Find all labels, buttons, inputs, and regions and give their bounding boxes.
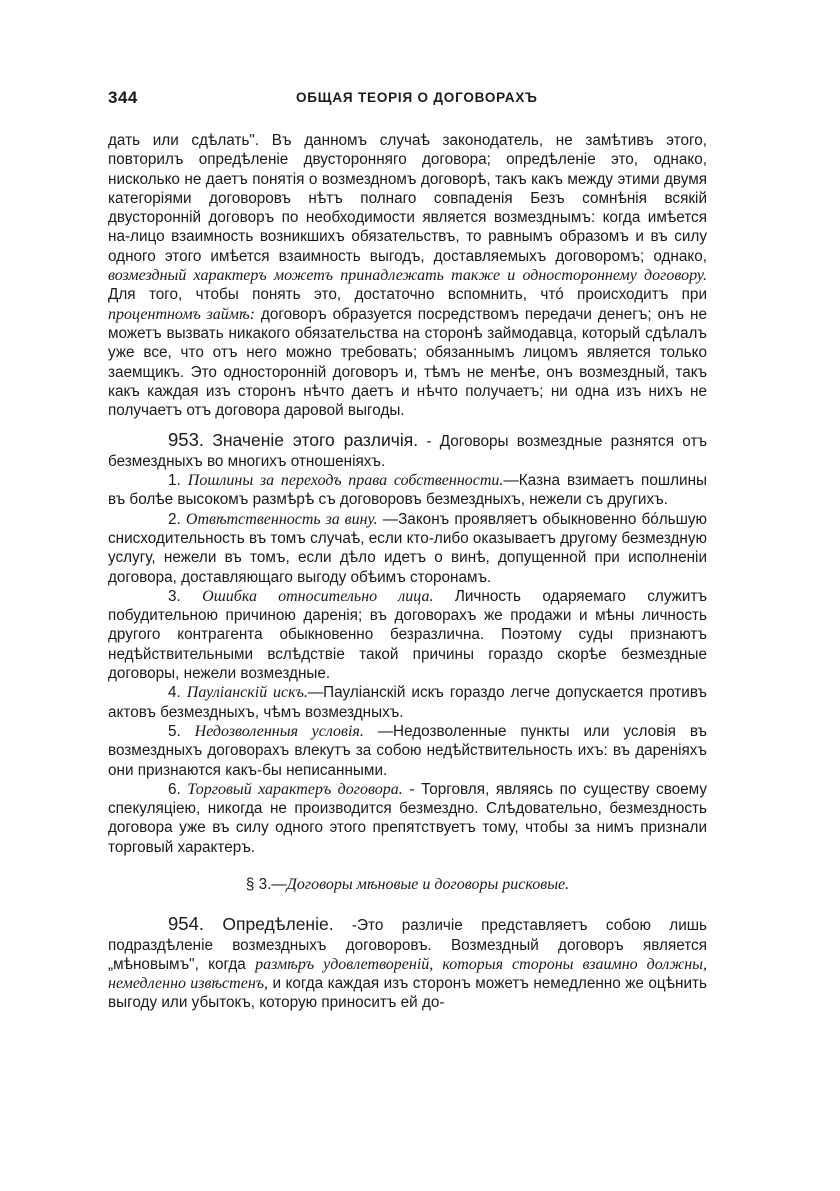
paragraph-continuation: дать или сдѣлать". Въ данномъ случаѣ законодатель, не замѣтивъ этого, повторилъ опредѣленіе двусторонняго договора; опредѣленіе это, однако, нисколько не даетъ понятія о возмездномъ договорѣ, такъ какъ между этими двумя категоріями договоровъ нѣтъ полнаго совпаденія Безъ сомнѣнія всякій двусторонній договоръ по необходимости является возмезднымъ: когда имѣется на-лицо взаимность возникшихъ обязательствъ, то равнымъ образомъ и въ силу одного этого имѣется взаимность выгодъ, доставляемыхъ договоромъ; однако, возмездный характеръ можетъ принадлежать также и одностороннему договору. Для того, чтобы понять это, достаточно вспомнить, что́ происходитъ при процентномъ займѣ: договоръ образуется посредствомъ передачи денегъ; онъ не можетъ вызвать никакого обязательства на сторонѣ займодавца, который сдѣлалъ уже все, что отъ него можно требовать; обязаннымъ лицомъ является только заемщикъ. Это односторонній договоръ и, тѣмъ не менѣе, онъ возмездный, такъ какъ каждая изъ сторонъ нѣчто даетъ и нѣчто получаетъ; ни одна изъ нихъ не получаетъ отъ договора даровой выгоды.: [108, 132, 707, 420]
list-item: 4. Пауліанскій искъ.—Пауліанскій искъ гораздо легче допускается противъ актовъ безмездныхъ, чѣмъ возмездныхъ.: [108, 684, 707, 721]
list-item: 5. Недозволенныя условія. —Недозволенные пункты или условія въ возмездныхъ договорахъ влекутъ за собою недѣйствительность ихъ: въ дареніяхъ они признаются какъ-бы неписанными.: [108, 722, 707, 779]
list-item: 2. Отвѣтственность за вину. —Законъ проявляетъ обыкновенно бо́льшую снисходительность въ томъ случаѣ, если кто-либо оказываетъ другому безмездную услугу, нежели въ томъ, если дѣло идетъ о винѣ, допущенной при исполненіи договора, доставляющаго выгоду обѣимъ сторонамъ.: [108, 510, 708, 586]
list-item: 1. Пошлины за переходъ права собственности.—Казна взимаетъ пошлины въ болѣе высокомъ размѣрѣ съ договоровъ безмездныхъ, нежели съ другихъ.: [108, 472, 708, 509]
section-title: Значеніе этого различія.: [212, 430, 419, 451]
paragraph-heading: § 3.—Договоры мѣновые и договоры рисковые.: [245, 875, 570, 893]
page-header: [108, 88, 708, 116]
section-953: 953. Значеніе этого различія. - Договоры возмездные разнятся отъ безмездныхъ во многихъ отношеніяхъ.: [108, 429, 708, 470]
running-title: ОБЩАЯ ТЕОРІЯ О ДОГОВОРАХЪ: [296, 90, 538, 105]
list-item: 3. Ошибка относительно лица. Личность одаряемаго служитъ побудительною причиною даренія; въ договорахъ же продажи и мѣны личность другого контрагента обыкновенно безразлична. Поэтому суды признаютъ недѣйствительными вслѣдствіе такой причины гораздо скорѣе безмездные договоры, нежели возмездные.: [108, 587, 708, 683]
page-number: 344: [108, 88, 138, 107]
section-954: 954. Опредѣленіе. -Это различіе представляетъ собою лишь подраздѣленіе возмездныхъ договоровъ. Возмездный договоръ является „мѣновымъ", когда размѣръ удовлетвореній, которыя стороны взаимно должны, немедленно извѣстенъ, и когда каждая изъ сторонъ можетъ немедленно же оцѣнить выгоду или убытокъ, которую приноситъ ей до-: [108, 913, 708, 1012]
section-title: Опредѣленіе.: [222, 914, 334, 935]
list-item: 6. Торговый характеръ договора. - Торговля, являясь по существу своему спекуляціею, никогда не производится безмездно. Слѣдовательно, безмездность договора уже въ силу одного этого препятствуетъ тому, чтобы за нимъ признали торговый характеръ.: [108, 780, 707, 856]
page-body: [108, 131, 707, 1013]
section-number: 954.: [168, 913, 205, 935]
section-number: 953.: [168, 429, 205, 451]
